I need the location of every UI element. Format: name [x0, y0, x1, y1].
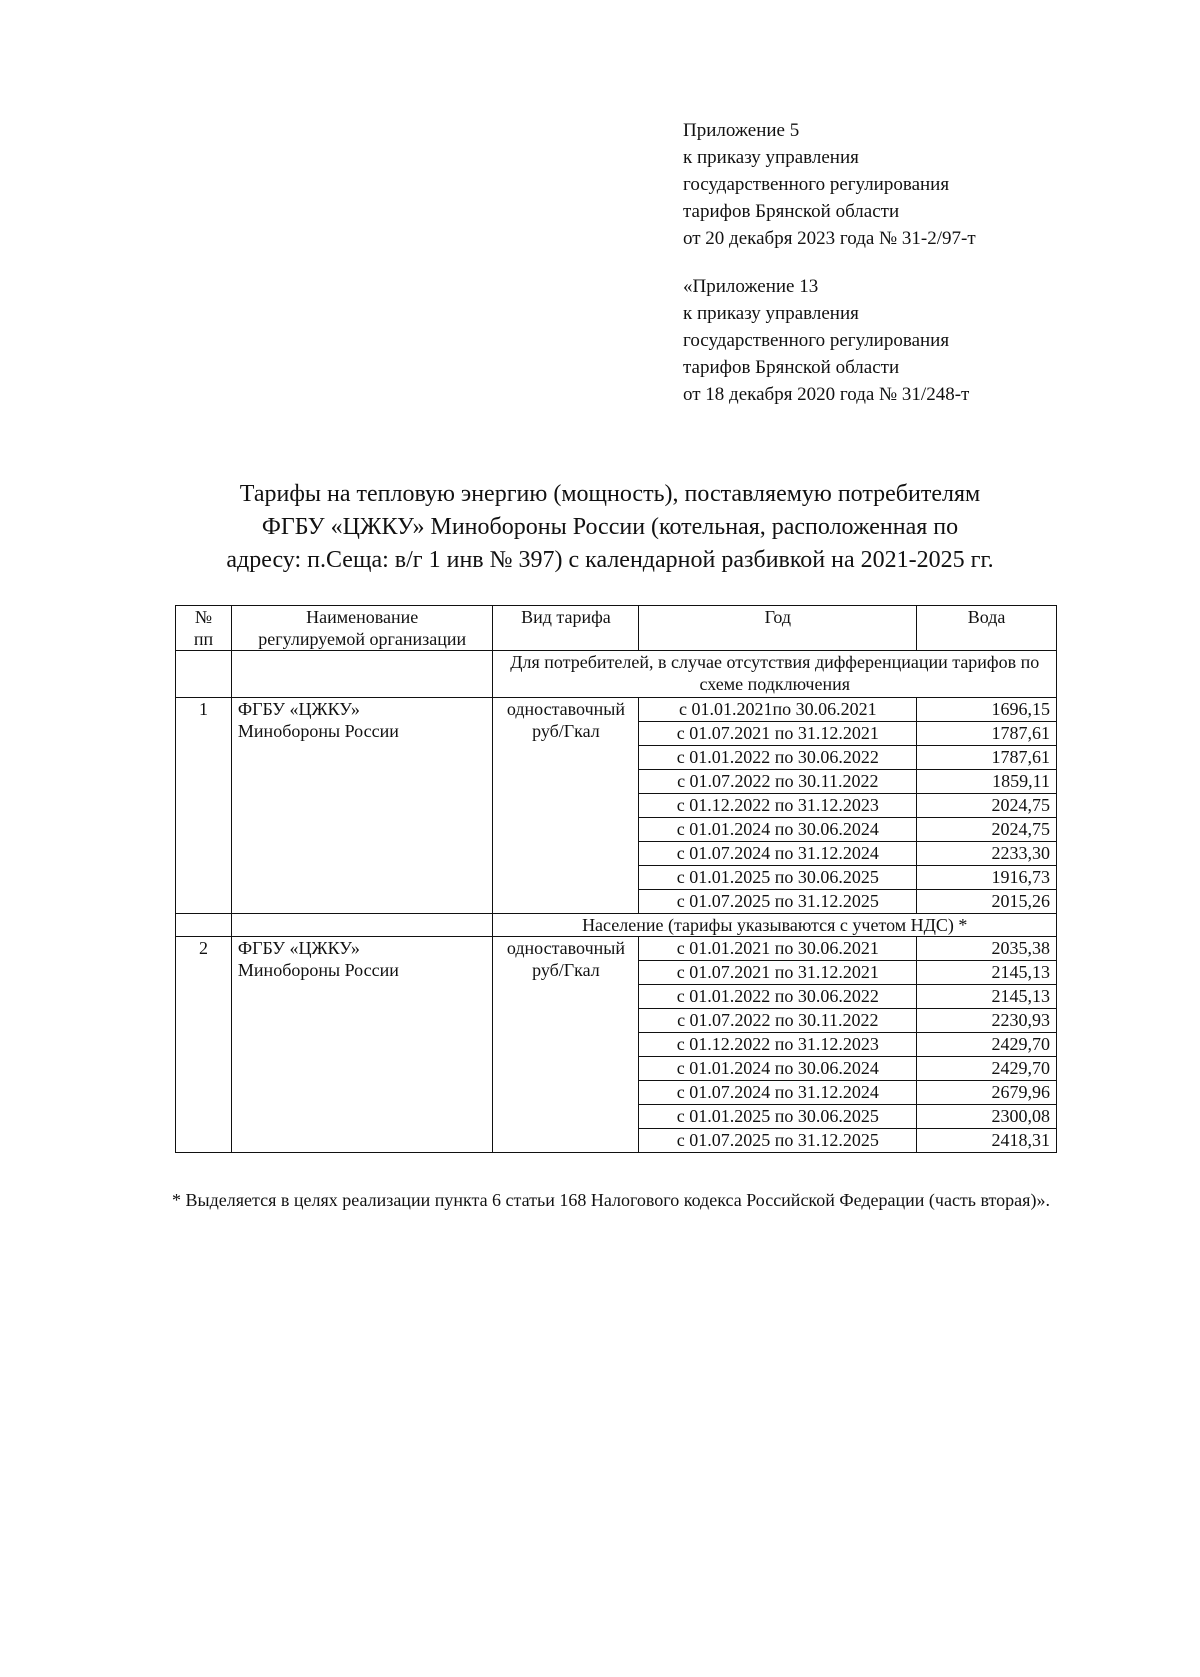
group-title-row: [176, 914, 1057, 937]
water-tariff-value: 1787,61: [917, 722, 1057, 746]
period-cell: с 01.01.2021по 30.06.2021: [639, 698, 917, 722]
row-number: 1: [176, 698, 232, 914]
period-cell: с 01.12.2022 по 31.12.2023: [639, 1033, 917, 1057]
header-water: Вода: [917, 606, 1057, 651]
organization-line1: ФГБУ «ЦЖКУ»: [237, 938, 360, 958]
period-cell: с 01.01.2024 по 30.06.2024: [639, 1057, 917, 1081]
organization-name: [231, 937, 493, 1153]
period-cell: с 01.12.2022 по 31.12.2023: [639, 794, 917, 818]
period-cell: с 01.07.2025 по 31.12.2025: [639, 890, 917, 914]
annex-line: тарифов Брянской области: [683, 357, 900, 378]
organization-name: [231, 698, 493, 914]
period-cell: с 01.01.2025 по 30.06.2025: [639, 1105, 917, 1129]
period-cell: с 01.07.2022 по 30.11.2022: [639, 1009, 917, 1033]
water-tariff-value: 2145,13: [917, 985, 1057, 1009]
annex-13-reference: [683, 273, 969, 408]
period-cell: с 01.01.2024 по 30.06.2024: [639, 818, 917, 842]
period-cell: с 01.01.2022 по 30.06.2022: [639, 985, 917, 1009]
water-tariff-value: 2024,75: [917, 794, 1057, 818]
annex-line: государственного регулирования: [683, 330, 950, 351]
period-cell: с 01.07.2024 по 31.12.2024: [639, 1081, 917, 1105]
water-tariff-value: 2230,93: [917, 1009, 1057, 1033]
organization-line2: Минобороны России: [237, 721, 399, 741]
header-num-line2: пп: [193, 629, 214, 649]
water-tariff-value: 2035,38: [917, 937, 1057, 961]
document-title: [150, 478, 1070, 577]
period-cell: с 01.07.2021 по 31.12.2021: [639, 961, 917, 985]
period-cell: с 01.01.2021 по 30.06.2021: [639, 937, 917, 961]
water-tariff-value: 2024,75: [917, 818, 1057, 842]
table-row: [176, 698, 1057, 722]
header-org: [231, 606, 493, 651]
empty-cell: [176, 651, 232, 698]
tariff-type: [493, 698, 639, 914]
period-cell: с 01.01.2025 по 30.06.2025: [639, 866, 917, 890]
tariff-type-line2: руб/Гкал: [532, 721, 600, 741]
annex-line: от 18 декабря 2020 года № 31/248-т: [683, 384, 970, 405]
annex-line: к приказу управления: [683, 147, 859, 168]
annex-5-reference: [683, 117, 976, 252]
annex-line: Приложение 5: [683, 120, 800, 141]
annex-line: тарифов Брянской области: [683, 201, 900, 222]
water-tariff-value: 2679,96: [917, 1081, 1057, 1105]
group-title: Для потребителей, в случае отсутствия дифференциации тарифов по схеме подключения: [493, 651, 1057, 698]
water-tariff-value: 1859,11: [917, 770, 1057, 794]
row-number: 2: [176, 937, 232, 1153]
table-row: [176, 937, 1057, 961]
tariff-type: [493, 937, 639, 1153]
header-org-line1: Наименование: [306, 607, 419, 627]
title-line: адресу: п.Сеща: в/г 1 инв № 397) с календарной разбивкой на 2021-2025 гг.: [226, 547, 994, 573]
water-tariff-value: 1916,73: [917, 866, 1057, 890]
title-line: Тарифы на тепловую энергию (мощность), поставляемую потребителям: [239, 481, 981, 507]
water-tariff-value: 1696,15: [917, 698, 1057, 722]
period-cell: с 01.07.2025 по 31.12.2025: [639, 1129, 917, 1153]
empty-cell: [231, 914, 493, 937]
header-num-line1: №: [194, 607, 213, 627]
annex-line: к приказу управления: [683, 303, 859, 324]
annex-line: «Приложение 13: [683, 276, 819, 297]
period-cell: с 01.07.2021 по 31.12.2021: [639, 722, 917, 746]
header-tariff-type: Вид тарифа: [493, 606, 639, 651]
footnote: * Выделяется в целях реализации пункта 6 статьи 168 Налогового кодекса Российской Федерации (часть вторая)».: [172, 1190, 1050, 1210]
tariff-type-line2: руб/Гкал: [532, 960, 600, 980]
empty-cell: [176, 914, 232, 937]
title-line: ФГБУ «ЦЖКУ» Минобороны России (котельная, расположенная по: [261, 514, 959, 540]
tariff-table: [175, 605, 1057, 1153]
period-cell: с 01.01.2022 по 30.06.2022: [639, 746, 917, 770]
water-tariff-value: 2429,70: [917, 1033, 1057, 1057]
organization-line2: Минобороны России: [237, 960, 399, 980]
group-title-row: [176, 651, 1057, 698]
water-tariff-value: 2418,31: [917, 1129, 1057, 1153]
empty-cell: [231, 651, 493, 698]
water-tariff-value: 2233,30: [917, 842, 1057, 866]
table-header-row: [176, 606, 1057, 651]
water-tariff-value: 2015,26: [917, 890, 1057, 914]
water-tariff-value: 1787,61: [917, 746, 1057, 770]
header-org-line2: регулируемой организации: [258, 629, 467, 649]
tariff-type-line1: одноставочный: [506, 699, 625, 719]
water-tariff-value: 2300,08: [917, 1105, 1057, 1129]
annex-line: от 20 декабря 2023 года № 31-2/97-т: [683, 228, 976, 249]
annex-line: государственного регулирования: [683, 174, 950, 195]
water-tariff-value: 2145,13: [917, 961, 1057, 985]
water-tariff-value: 2429,70: [917, 1057, 1057, 1081]
tariff-type-line1: одноставочный: [506, 938, 625, 958]
organization-line1: ФГБУ «ЦЖКУ»: [237, 699, 360, 719]
group-title: Население (тарифы указываются с учетом НДС) *: [493, 914, 1057, 937]
period-cell: с 01.07.2022 по 30.11.2022: [639, 770, 917, 794]
period-cell: с 01.07.2024 по 31.12.2024: [639, 842, 917, 866]
header-num: [176, 606, 232, 651]
header-year: Год: [639, 606, 917, 651]
